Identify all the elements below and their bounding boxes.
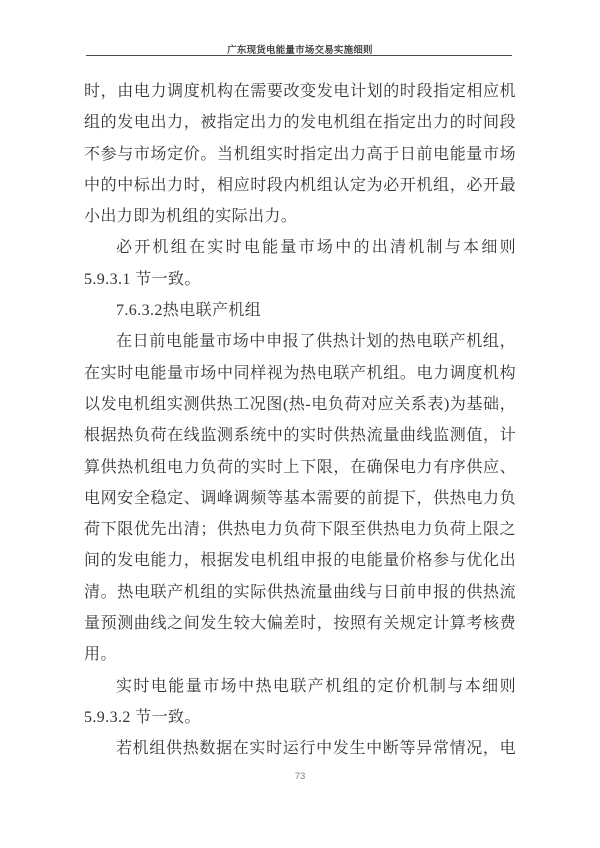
text-line: 若机组供热数据在实时运行中发生中断等异常情况，电 [116, 740, 516, 758]
text-line: 实时电能量市场中热电联产机组的定价机制与本细则 [116, 677, 516, 695]
text-line: 5.9.3.2 节一致。 [84, 708, 201, 726]
text-line: 算供热机组电力负荷的实时上下限，在确保电力有序供应、 [84, 458, 516, 476]
text-line: 在实时电能量市场中同样视为热电联产机组。电力调度机构 [84, 364, 516, 382]
text-line: 用。 [84, 646, 117, 664]
text-line: 量预测曲线之间发生较大偏差时，按照有关规定计算考核费 [84, 615, 516, 633]
header-rule [86, 55, 512, 56]
text-line: 清。热电联产机组的实际供热流量曲线与日前申报的供热流 [84, 583, 516, 601]
page-number: 73 [294, 771, 306, 782]
text-line: 7.6.3.2热电联产机组 [116, 302, 262, 320]
text-line: 在日前电能量市场中申报了供热计划的热电联产机组， [116, 333, 516, 351]
header-title: 广东现货电能量市场交易实施细则 [227, 45, 373, 56]
text-line: 电网安全稳定、调峰调频等基本需要的前提下，供热电力负 [84, 489, 516, 507]
text-line: 间的发电能力，根据发电机组申报的电能量价格参与优化出 [84, 552, 516, 570]
text-line: 时，由电力调度机构在需要改变发电计划的时段指定相应机 [84, 83, 516, 100]
text-line: 根据热负荷在线监测系统中的实时供热流量曲线监测值，计 [84, 427, 516, 445]
text-line: 5.9.3.1 节一致。 [84, 270, 201, 288]
text-line: 不参与市场定价。当机组实时指定出力高于日前电能量市场 [84, 145, 516, 163]
text-line: 以发电机组实测供热工况图(热-电负荷对应关系表)为基础， [84, 395, 516, 413]
text-line: 荷下限优先出清；供热电力负荷下限至供热电力负荷上限之 [84, 521, 516, 539]
text-line: 中的中标出力时，相应时段内机组认定为必开机组，必开最 [84, 176, 516, 194]
text-line: 小出力即为机组的实际出力。 [84, 208, 298, 226]
document-body [84, 76, 516, 765]
text-line: 必开机组在实时电能量市场中的出清机制与本细则 [116, 239, 516, 257]
text-line: 组的发电出力，被指定出力的发电机组在指定出力的时间段 [84, 114, 516, 132]
